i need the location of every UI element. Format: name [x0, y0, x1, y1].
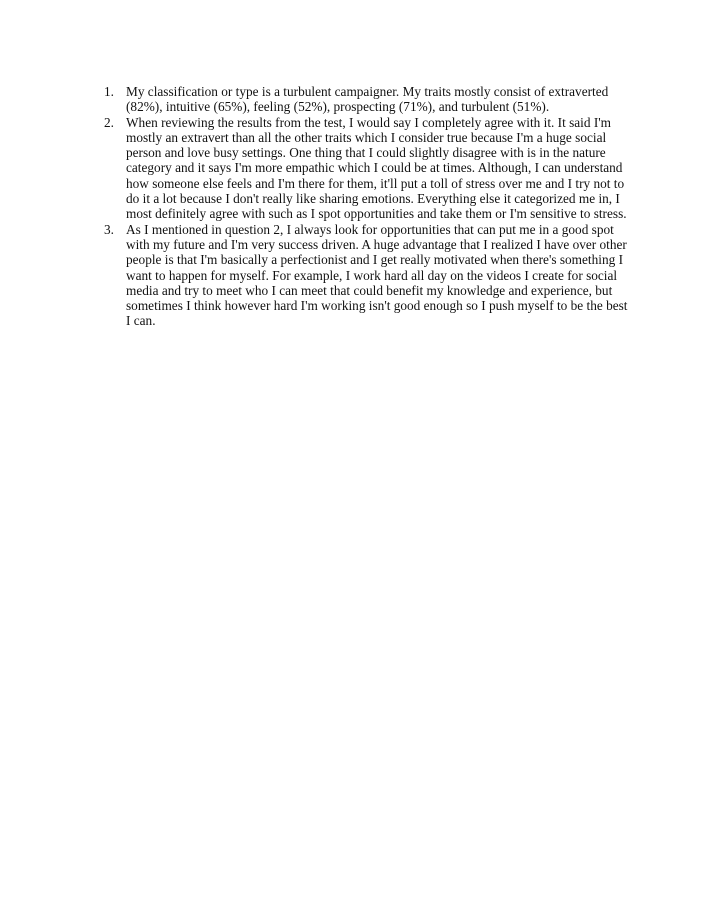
item-number: 3.	[104, 221, 114, 237]
item-number: 1.	[104, 84, 114, 99]
list-item-3	[104, 222, 634, 329]
item-number: 2.	[104, 114, 114, 130]
list-item-1	[104, 84, 634, 115]
item-text: My classification or type is a turbulent campaigner. My traits mostly consist of extraverted (82%), intuitive (65%), feeling (52%), prospecting (71%), and turbulent (51%).	[126, 84, 609, 115]
answer-list	[104, 84, 634, 329]
item-text: When reviewing the results from the test, I would say I completely agree with it. It said I'm mostly an extravert than all the other traits which I consider true because I'm a huge social person and love busy settings. One thing that I could slightly disagree with is in the nature category and it says I'm more empathic which I could be at times. Although, I can understand how someone else feels and I'm there for them, it'll put a toll of stress over me and I try not to do it a lot because I don't really like sharing emotions. Everything else it categorized me in, I most definitely agree with such as I spot opportunities and take them or I'm sensitive to stress.	[126, 114, 627, 222]
list-item-2	[104, 115, 634, 222]
item-text: As I mentioned in question 2, I always look for opportunities that can put me in a good spot with my future and I'm very success driven. A huge advantage that I realized I have over other people is that I'm basically a perfectionist and I get really motivated when there's something I want to happen for myself. For example, I work hard all day on the videos I create for social media and try to meet who I can meet that could benefit my knowledge and experience, but sometimes I think however hard I'm working isn't good enough so I push myself to be the best I can.	[126, 221, 628, 329]
